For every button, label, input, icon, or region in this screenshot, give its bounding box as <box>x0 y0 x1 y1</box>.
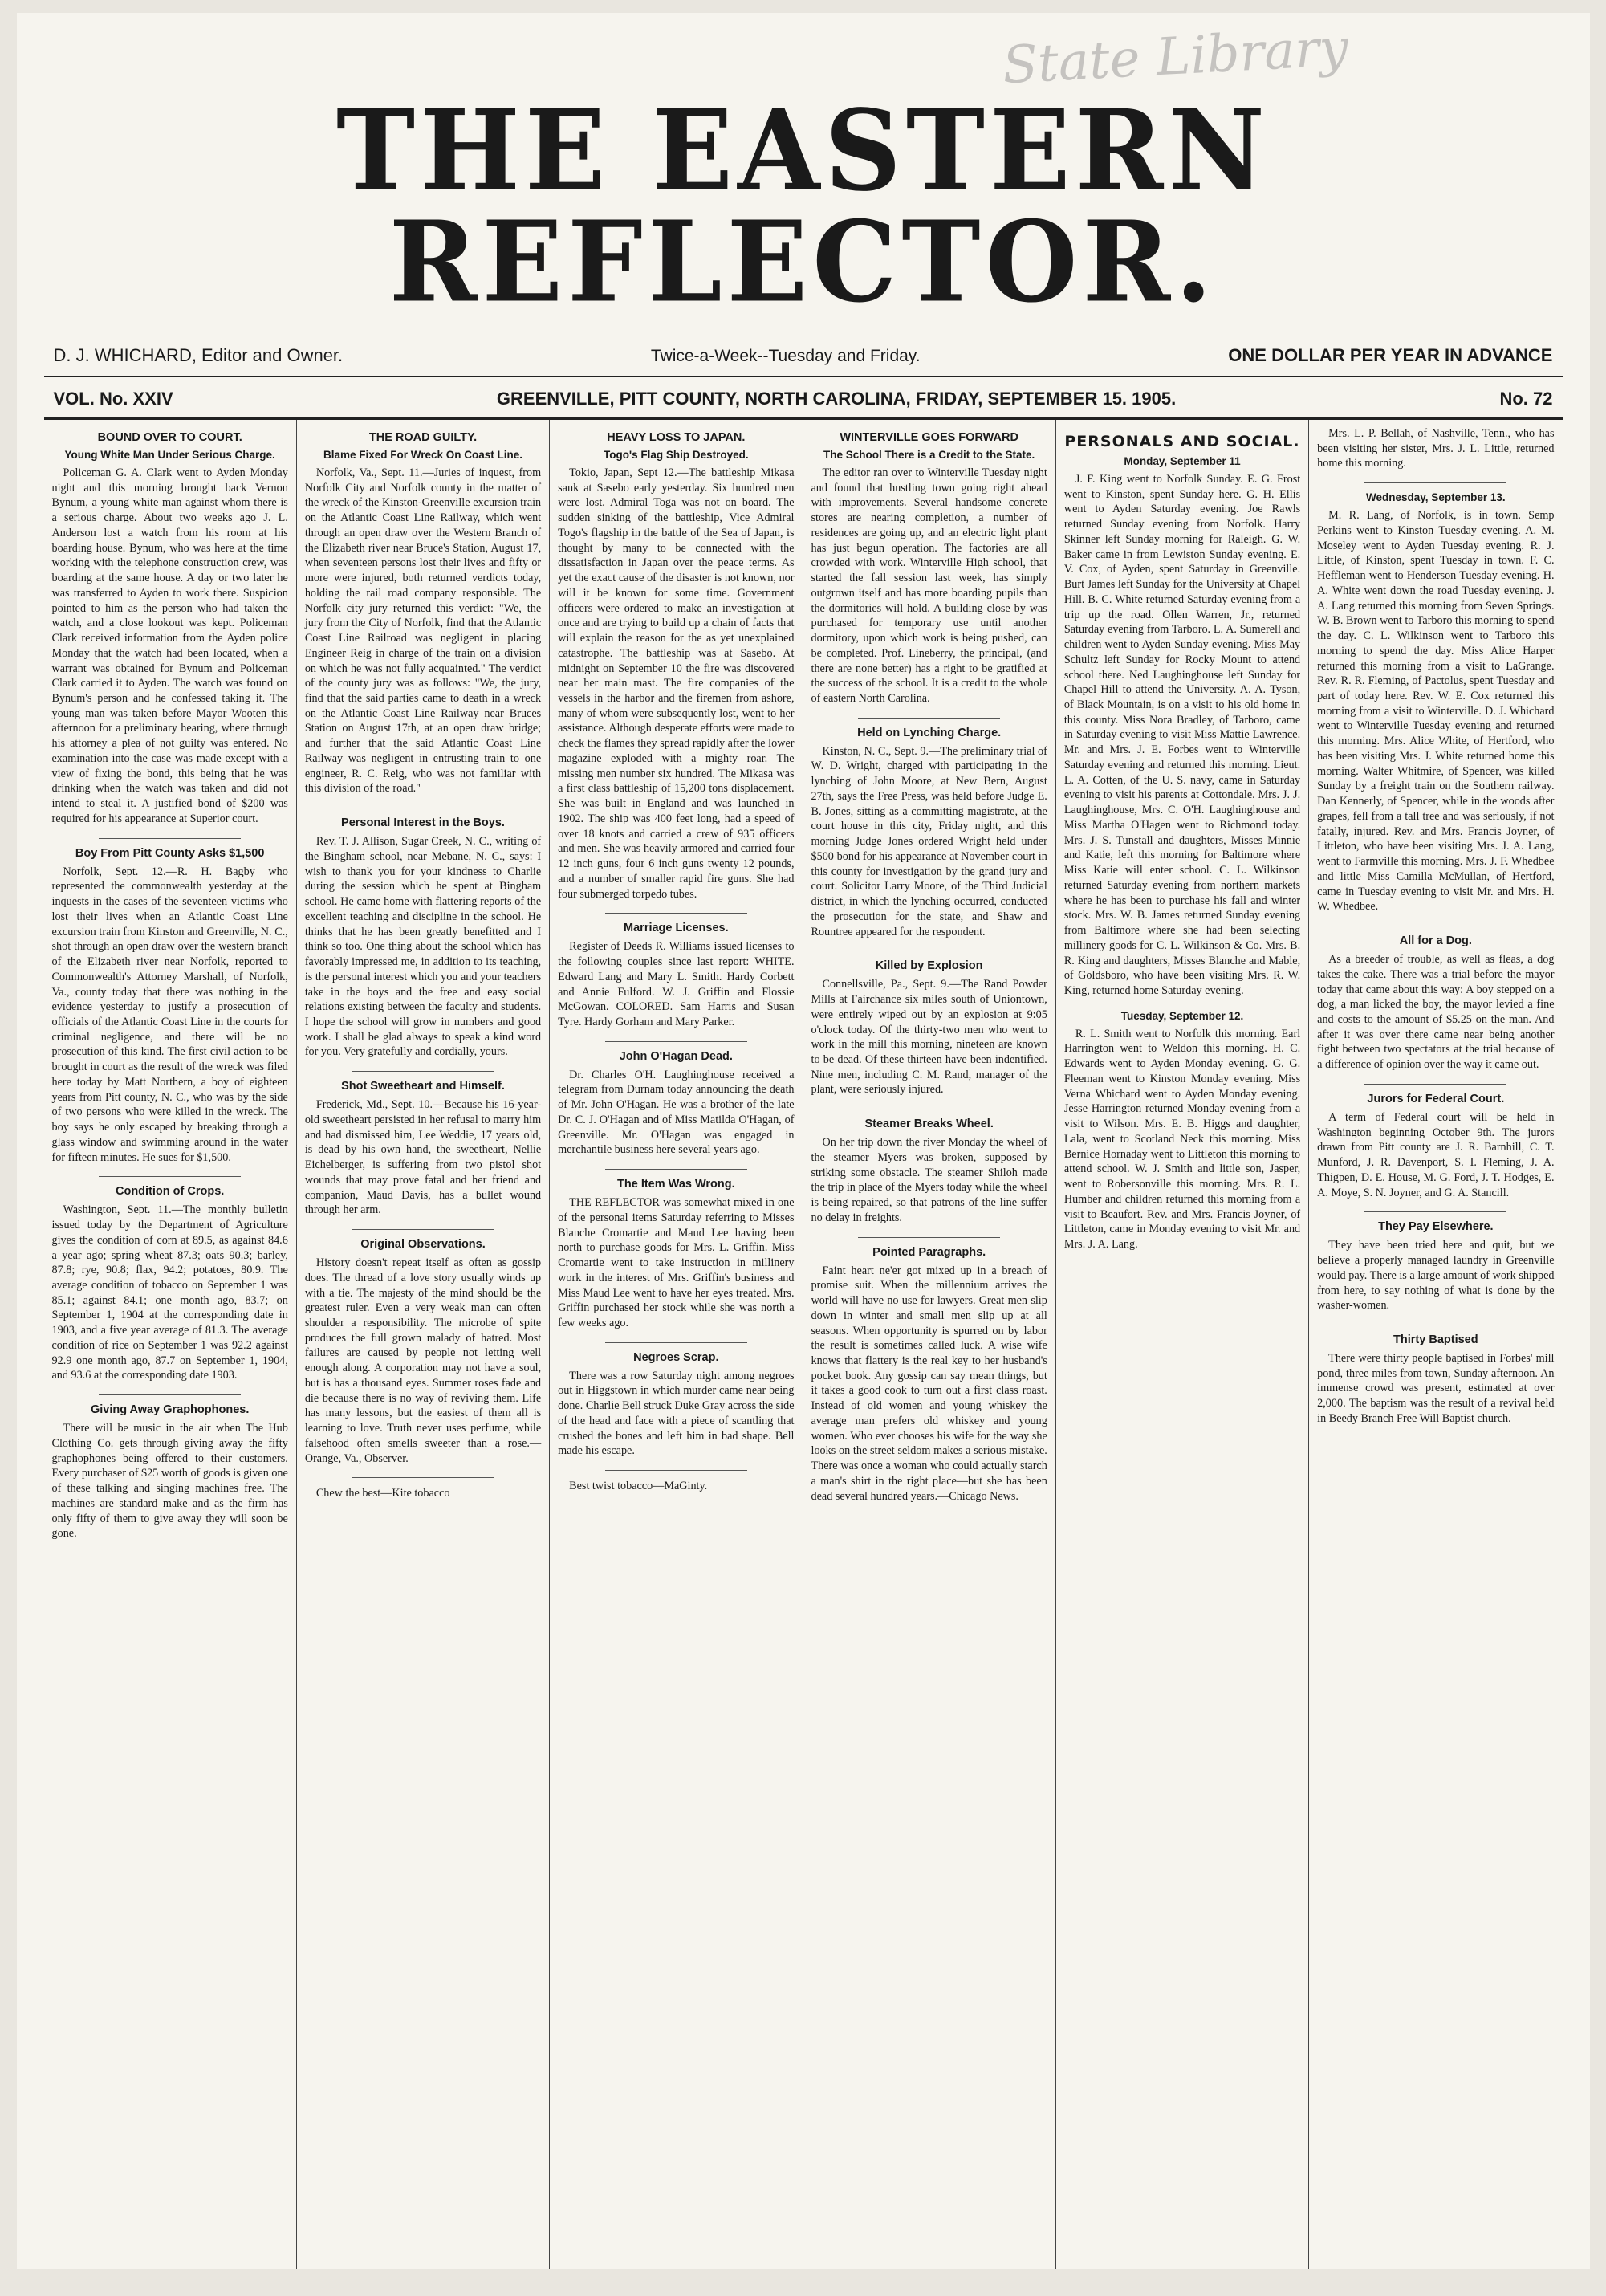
article <box>1317 426 1554 471</box>
article <box>811 1237 1047 1504</box>
article <box>558 1470 794 1494</box>
column-2 <box>297 420 550 2269</box>
article-divider <box>858 1237 1000 1238</box>
article-headline: WINTERVILLE GOES FORWARD <box>840 431 1018 444</box>
article-divider <box>352 1071 494 1072</box>
article-body: J. F. King went to Norfolk Sunday. E. G. Frost went to Kinston, spent Sunday here. G. H. Ellis went to Ayden Saturday evening. Joe Rawls returned Sunday evening from Norfolk. Harry Skinner left Sunday morning for Raleigh. G. W. Baker came in from Lewiston Sunday evening. E. V. Cox, of Ayden, spent Saturday in Greenville. Burt James left Sunday for the University at Chapel Hill. B. C. White returned Saturday evening from a trip up the road. Ollen Warren, Jr., returned Saturday evening from Tarboro. L. A. Sumerell and children went to Ayden Sunday evening. Miss May Schultz left Sunday for Rocky Mount to attend school there. Ned Laughinghouse left Sunday for Chapel Hill to attend the University. A. A. Tyson, of Black Mountain, is on a visit to his old home in this county. Miss Nora Bradley, of Tarboro, came in Saturday evening to visit Miss Mattie Lawrence. Mr. and Mrs. J. E. Forbes went to Winterville Saturday evening and returned this morning. Lieut. L. A. Cotten, of the U. S. navy, came in Saturday evening to visit his parents at Cottondale. Mrs. J. J. Laughinghouse, Mrs. C. O'H. Laughinghouse and Miss Martha O'Hagen went to Richmond today. Mrs. J. S. Tunstall and daughters, Misses Minnie and Katie, left this morning for Baltimore where Miss Katie will enter school. C. L. Wilkinson returned Saturday evening from northern markets where he has been to purchase his fall and winter stock. Mrs. W. B. James returned Sunday evening from Baltimore where she had been selecting millinery goods for C. L. Wilkinson & Co. Mrs. B. R. King and daughters, Misses Blanche and Mable, of Goldsboro, who have been visiting Mrs. R. W. King, returned home Saturday evening. <box>1063 473 1301 997</box>
article-divider <box>99 1394 241 1395</box>
article <box>52 1394 288 1541</box>
issue-number: No. 72 <box>1499 389 1553 409</box>
article <box>52 838 288 1166</box>
library-stamp: State Library <box>1001 18 1351 96</box>
article <box>558 1169 794 1331</box>
article-divider <box>605 1169 747 1170</box>
article-headline: BOUND OVER TO COURT. <box>97 431 242 444</box>
editor-credit: D. J. WHICHARD, Editor and Owner. <box>53 345 344 365</box>
masthead-title: THE EASTERN REFLECTOR. <box>335 85 1271 328</box>
article-headline: Jurors for Federal Court. <box>1367 1092 1505 1105</box>
article <box>305 1229 541 1466</box>
article <box>558 1342 794 1459</box>
article <box>305 808 541 1060</box>
article-subhead: Young White Man Under Serious Charge. <box>64 449 275 461</box>
article-headline: The Item Was Wrong. <box>617 1178 735 1191</box>
article-body: THE REFLECTOR was somewhat mixed in one of the personal items Saturday referring to Misses Blanche Cromartie and Maud Lee having been north to purchase goods for Mrs. L. Griffin. Miss Cromartie went to take instruction in millinery work in the interest of Mrs. Griffin's business and Miss Maud Lee went to have her eyes treated. Mrs. Griffin purchased her stock while she was north a few weeks ago. <box>558 1196 795 1329</box>
article <box>811 431 1047 706</box>
column-3 <box>550 420 803 2269</box>
article <box>305 431 541 796</box>
article <box>558 431 794 902</box>
newspaper-page <box>17 13 1590 2269</box>
article <box>811 1109 1047 1225</box>
article <box>1317 1325 1554 1427</box>
article <box>1317 926 1554 1073</box>
article-subhead: Tuesday, September 12. <box>1120 1009 1244 1022</box>
article <box>558 1041 794 1158</box>
column-4 <box>803 420 1056 2269</box>
article <box>1317 1211 1554 1313</box>
article <box>305 1477 541 1501</box>
article-body: Faint heart ne'er got mixed up in a breach of promise suit. When the millennium arrives the world will have no use for lawyers. Great men slip down in winter and small men slip up at all seasons. When opportunity is spurred on by labor the result is sometimes called luck. A wise wife knows that flattery is the real key to her husband's pocket book. Any gossip can say mean things, but it takes a good cook to turn out a first class roast. Instead of old women and young whiskey the average man prefers old whiskey and young women. Who ever chooses his wife for the way she looks on the street seldom makes a serious mistake. There was once a woman who could actually starch a man's shirt in the right place—but she has been dead several hundred years.—Chicago News. <box>811 1264 1047 1503</box>
article-divider <box>605 1041 747 1042</box>
article-headline: Boy From Pitt County Asks $1,500 <box>75 846 265 860</box>
article-body: History doesn't repeat itself as often as gossip does. The thread of a love story usually winds up with a tie. The majesty of the mind should be the greatest ruler. Even a very weak man can often shoulder a responsibility. The microbe of spite produces the full grown malady of hatred. Most failures are caused by people not letting well enough along. A corporation may not have a soul, but is has a thousand eyes. Summer roses fade and die because there is no way of reviving them. Life has many lessons, but the easiest of them all is learning to love. Truth never uses perfume, while falsehood often smells sweeter than a rose.—Orange, Va., Observer. <box>304 1256 542 1465</box>
article-headline: THE ROAD GUILTY. <box>368 431 478 444</box>
article <box>52 1176 288 1383</box>
article-body: Register of Deeds R. Williams issued licenses to the following couples since last report: WHITE. Edward Lang and Mary L. Smith. Hardy Corbett and Annie Fulford. W. J. Griffin and Flossie McGowan. COLORED. Sam Harris and Susan Tyre. Hardy Gorham and Mary Parker. <box>558 940 795 1028</box>
article-body: Best twist tobacco—MaGinty. <box>569 1480 708 1493</box>
column-5 <box>1056 420 1309 2269</box>
article-headline: They Pay Elsewhere. <box>1378 1220 1494 1234</box>
article-body: The editor ran over to Winterville Tuesday night and found that hustling town going right ahead with improvements. Several handsome concrete stores are nearing completion, a number of residences are going up, and an electric light plant has just begun operation. The factories are all crowded with work. Winterville High school, that started the fall session last week, has simply outgrown itself and has more boarding pupils than the dormitories will hold. A building close by was purchased for temporary use until another dormitory, upon which work is being pushed, can be completed. Prof. Lineberry, the principal, (and there are none better) has a right to be gratified at the success of the school. It is a credit to the whole of eastern North Carolina. <box>811 466 1047 706</box>
article <box>1064 455 1300 999</box>
article <box>1317 482 1554 914</box>
article <box>811 951 1047 1097</box>
article-headline: John O'Hagan Dead. <box>619 1049 733 1063</box>
article-divider <box>858 718 1000 719</box>
subscription-price: ONE DOLLAR PER YEAR IN ADVANCE <box>1228 345 1553 365</box>
article-body: Chew the best—Kite tobacco <box>315 1487 450 1500</box>
article-body: Connellsville, Pa., Sept. 9.—The Rand Powder Mills at Fairchance six miles south of Uniontown, were entirely wiped out by an explosion at 9:05 o'clock today. Of the thirty-two men who went to work in the mill this morning, nineteen are known to be dead. Of these thirteen have been indentified. Nine men, including C. M. Rand, manager of the plant, were seriously injured. <box>811 978 1047 1097</box>
article-headline: Steamer Breaks Wheel. <box>864 1117 994 1131</box>
article-headline: Negroes Scrap. <box>633 1350 719 1364</box>
article-headline: Shot Sweetheart and Himself. <box>341 1080 505 1093</box>
article-body: Tokio, Japan, Sept 12.—The battleship Mikasa sank at Sasebo early yesterday. Six hundred men were lost. Admiral Toga was not on board. The sudden sinking of the battleship, Vice Admiral Togo's flagship in the battle of the Sea of Japan, is thought by many to be connected with the dissatisfaction in Japan over the peace terms. As yet the exact cause of the disaster is not known, nor will it be known for some time. Government officers were ordered to make an investigation at once and are trying to build up a chain of facts that will explain the reason for the as yet unexplained catastrophe. The battleship was at Sasebo. At midnight on September 10 the fire was discovered near her main mast. The fire companies of the vessels in the harbor and the firemen from ashore, many of whom were subsequently lost, went to her assistance. Although desperate efforts were made to check the flames they spread rapidly after the lower magazine exploded with a mighty roar. The missing men number six hundred. The Mikasa was a first class battleship of 15,200 tons displacement. She was built in England and was launched in 1902. The ship was 400 feet long, had a speed of over 18 knots and carried a crew of 935 officers and men. She was heavily armored and carried four 12 inch guns, four 6 inch guns twenty 12 pounds, and a number of smaller rapid fire guns. She had four submerged torpedo tubes. <box>558 466 795 901</box>
article-body: Norfolk, Va., Sept. 11.—Juries of inquest, from Norfolk City and Norfolk county in the matter of the wreck of the Kinston-Greenville excursion train on the Atlantic Coast Line Railway, which went through an open draw over the Western Branch of the Elizabeth river near Bruce's Station, August 17, when seventeen persons lost their lives and fifty or more were injured, both returned verdicts today, holding the rail road company responsible. The Norfolk city jury returned this verdict: "We, the jury from the City of Norfolk, find that the Atlantic Coast Line Railroad was negligent in placing Engineer Reig in charge of the train on a division on which he was not fully acquainted." The verdict of the county jury was as follows: "We, the jury, find that the said parties came to death in a wreck on the Atlantic Coast Line Railway near Bruces Station on August 17th, at an open draw bridge; and further that the said Atlantic Coast Line Railway was negligent in entrusting train to one engineer, R. C. Reig, who was not familiar with this division of the road." <box>304 466 542 796</box>
article-body: They have been tried here and quit, but we believe a properly managed laundry in Greenville would pay. There is a large amount of work shipped from here, to say nothing of what is done by the washer-women. <box>1317 1239 1555 1313</box>
article-body: A term of Federal court will be held in Washington beginning October 9th. The jurors drawn from Pitt county are J. R. Barnhill, C. T. Munford, J. R. Davenport, S. I. Fleming, J. A. Thigpen, D. E. House, M. G. Ford, J. T. Hodges, E. A. Moye, S. N. Joyner, and G. A. Stancill. <box>1317 1110 1555 1199</box>
issue-dateline: GREENVILLE, PITT COUNTY, NORTH CAROLINA, FRIDAY, SEPTEMBER 15. 1905. <box>496 389 1177 409</box>
article-body: R. L. Smith went to Norfolk this morning. Earl Harrington went to Weldon this morning. H. C. Edwards went to Ayden Monday evening. G. G. Fleeman went to Kinston Monday evening. Miss Verna Whichard went to Ayden Monday evening. Jesse Harrington returned Monday evening from a visit to Wilson. Mrs. E. B. Higgs and daughter, Lala, went to Scotland Neck this morning. Miss Bernice Hornaday went to Littleton this morning to attend school. W. J. Smith and little son, Jasper, went to Robersonville this morning. Mrs. R. L. Humber and children returned this morning from a visit to Beaufort. Rev. and Mrs. Francis Joyner, of Littleton, came in Monday evening to visit Mr. and Mrs. J. A. Lang. <box>1063 1027 1301 1251</box>
article-divider <box>605 1342 747 1343</box>
article-body: Mrs. L. P. Bellah, of Nashville, Tenn., who has been visiting her sister, Mrs. J. L. Little, returned home this morning. <box>1317 427 1555 470</box>
article <box>1064 1010 1300 1252</box>
article <box>811 718 1047 940</box>
article-headline: Killed by Explosion <box>875 959 983 973</box>
article-subhead: Monday, September 11 <box>1124 455 1241 467</box>
article-subhead: Blame Fixed For Wreck On Coast Line. <box>323 449 523 461</box>
article-body: On her trip down the river Monday the wheel of the steamer Myers was broken, supposed by striking some obstacle. The steamer Shiloh made the trip in place of the Myers today while the wheel is being repaired, so that patrons of the line suffer no delay in freights. <box>811 1136 1047 1224</box>
article-body: Dr. Charles O'H. Laughinghouse received a telegram from Durnam today announcing the death of Mr. John O'Hagan. He was a brother of the late Dr. C. J. O'Hagan and of Miss Matilda O'Hagan, of Greenville. Mr. O'Hagan was engaged in merchantile business here several years ago. <box>558 1068 795 1157</box>
article <box>1317 1084 1554 1200</box>
volume-number: VOL. No. XXIV <box>53 389 173 409</box>
article <box>52 431 288 827</box>
article-headline: Pointed Paragraphs. <box>872 1245 986 1259</box>
article-body: There was a row Saturday night among negroes out in Higgstown in which murder came near being done. Charlie Bell struck Duke Gray across the side of the head and face with a piece of scantling that crushed the bones and left him in bad shape. Bell made his escape. <box>558 1369 795 1458</box>
article-body: Policeman G. A. Clark went to Ayden Monday night and this morning brought back Vernon Bynum, a young white man against whom there is a serious charge. About two weeks ago J. L. Anderson lost a watch from his room at his boarding house. Bynum, who was here at the time working with the telephone construction crew, was boarding at the same house. A day or two later he was transferred to Ayden to work there. Suspicion pointed to him as the person who had taken the watch, and a close lookout was kept. Policeman Clark received information from the Ayden police Monday that the watch had been located, when a warrant was obtained for Bynum and Policeman Clark carried it to Ayden. The watch was found on Bynum's person and he confessed taking it. The young man was taken before Mayor Wooten this afternoon for a preliminary hearing, where through his attorney a plea of not guilty was entered. No examination into the case was made except with a view of fixing the bond, this being that he was drinking when the watch was taken and did not intend to steal it. A justified bond of $200 was required for his appearance at Superior court. <box>51 466 288 825</box>
article-columns <box>44 420 1563 2269</box>
article-divider <box>605 913 747 914</box>
column-1 <box>44 420 297 2269</box>
article-headline: Condition of Crops. <box>116 1185 225 1199</box>
article-subhead: Wednesday, September 13. <box>1366 491 1506 504</box>
article-headline: Personal Interest in the Boys. <box>341 816 505 830</box>
article-body: There were thirty people baptised in Forbes' mill pond, three miles from town, Sunday afternoon. An immense crowd was present, estimated at over 2,000. The baptism was the result of a revival held in Beedy Branch Free Will Baptist church. <box>1317 1351 1555 1425</box>
dateline-bar <box>44 377 1563 417</box>
article <box>558 913 794 1029</box>
article-headline: Original Observations. <box>360 1238 486 1252</box>
article-subhead: The School There is a Credit to the State. <box>823 449 1035 461</box>
article-headline: HEAVY LOSS TO JAPAN. <box>607 431 746 444</box>
article-body: Washington, Sept. 11.—The monthly bulletin issued today by the Department of Agriculture gives the condition of corn at 89.5, as against 84.6 a year ago; spring wheat 87.3; oats 90.3; barley, 87.8; rye, 90.8; flax, 94.2; potatoes, 80.9. The average condition of tobacco on September 1 was 85.1; against 84.1; one month ago, 83.7; on September 1, 1904 at the corresponding date in 1903, and a five year average of 81.3. The average condition of rice on September 1 was 92.2 against 92.9 one month ago, 87.7 on September 1, 1904, and 93.6 at the corresponding date 1903. <box>51 1203 288 1382</box>
article-headline: Giving Away Graphophones. <box>90 1403 250 1417</box>
article-divider <box>605 1470 747 1471</box>
article-headline: Held on Lynching Charge. <box>857 726 1002 739</box>
article-headline: Thirty Baptised <box>1393 1333 1478 1346</box>
masthead-subline <box>44 345 1563 366</box>
article-body: As a breeder of trouble, as well as fleas, a dog takes the cake. There was a trial before the mayor today that came about this way: A boy stepped on a dog, a man licked the boy, the mayor levied a fine and costs to the amount of $5.25 on the man. And after it was over there came near being another fight between two spectators at the trial because of a difference of opinion over the way it came out. <box>1317 953 1555 1072</box>
article-divider <box>99 1176 241 1177</box>
article-subhead: Togo's Flag Ship Destroyed. <box>603 449 749 461</box>
personals-title: PERSONALS AND SOCIAL. <box>1064 433 1300 450</box>
article-body: M. R. Lang, of Norfolk, is in town. Semp Perkins went to Kinston Tuesday evening. A. M. Moseley went to Ayden Tuesday evening. R. J. Little, of Kinston, spent Tuesday in town. F. C. Heffleman went to Henderson Tuesday evening. H. A. White went down the road Tuesday evening. J. A. Lang returned this morning from Seven Springs. W. B. Brown went to Tarboro this morning to spend the day. C. L. Wilkinson went to Tarboro this morning to spend the day. Miss Alice Harper returned this morning from a visit to LaGrange. Rev. R. R. Fleming, of Pactolus, spent Tuesday and part of today here. Rev. W. E. Cox returned this morning from a visit to Winterville. D. J. Whichard went to Winterville Tuesday evening and returned this morning. Mrs. Alice White, of Hertford, who has been visiting Mrs. J. White returned home this morning. Walter Whitmire, of Spencer, was killed Sunday by a freight train on the Southern railway. Dan Kennerly, of Spencer, while in the woods after grapes, fell from a tall tree and was seriously, if not fatally, injured. Rev. and Mrs. Francis Joyner, of Littleton, who have been visiting Mrs. J. A. Lang, went to Farmville this morning. Mrs. J. F. Whedbee and little Miss Camilla McMullan, of Hertford, came in Tuesday evening to visit Mr. and Mrs. H. W. Whedbee. <box>1317 509 1555 914</box>
publication-frequency: Twice-a-Week--Tuesday and Friday. <box>650 347 921 365</box>
article <box>305 1071 541 1218</box>
article-body: Frederick, Md., Sept. 10.—Because his 16-year-old sweetheart persisted in her refusal to marry him and had dismissed him, Lee Weddie, 17 years old, is dead by his own hand, the sweetheart, Nellie Eichelberger, is suffering from two pistol shot wounds that may prove fatal and her friend and companion, Maud Davis, has a bullet wound through her arm. <box>304 1098 542 1217</box>
article-divider <box>352 1477 494 1478</box>
article-divider <box>1364 1211 1506 1212</box>
article-body: Kinston, N. C., Sept. 9.—The preliminary trial of W. D. Wright, charged with participating in the lynching of John Moore, at New Bern, August 27th, says the Free Press, was held before Judge E. B. Jones, sitting as a committing magistrate, at the court house in this city, Friday night, and this morning Judge Jones ordered Wright held under $500 bond for his appearance at November court in this county for investigation by the grand jury and court. Solicitor Larry Moore, of the Third Judicial district, in which the lynching occurred, conducted the prosecution for the state, and Shaw and Rountree appeared for the respondent. <box>811 744 1047 938</box>
article-divider <box>99 838 241 839</box>
article-headline: Marriage Licenses. <box>624 922 729 935</box>
article-divider <box>1364 1084 1506 1085</box>
article-body: Rev. T. J. Allison, Sugar Creek, N. C., writing of the Bingham school, near Mebane, N. C., says: I wish to thank you for your kindness to Charlie during the session which he spent at Bingham school. He came home with flattering reports of the excellent teaching and discipline in the school. He thinks that he has been greatly benefitted and I think so too. One thing about the school which has favorably impressed me, in addition to its teaching, is the personal interest which you and your teachers take in the boys and the free and easy social relations existing between the faculty and students. I hope the school will grow in numbers and good work. I shall be glad always to speak a kind word for you. Very gratefully and cordially, yours. <box>304 835 542 1059</box>
article-divider <box>352 1229 494 1230</box>
column-6 <box>1309 420 1562 2269</box>
article-headline: All for a Dog. <box>1399 934 1472 948</box>
article-body: Norfolk, Sept. 12.—R. H. Bagby who represented the commonwealth yesterday at the inquests in the cases of the seventeen victims who lost their lives when an Atlantic Coast Line excursion train from Kinston and Greenville, N. C., shot through an open draw over the western branch of the Elizabeth river near Norfolk, reported to Commonwealth's Attorney Marshall, of Norfolk, Va., county today that there was nothing in the evidence yesterday to justify a prosecution of officials of the Atlantic Coast Line in the courts for criminal negligence, and there will be no prosecution of this kind. The first civil action to be brought in court as the result of the wreck was filed here today by Matt Northern, a boy of eighteen years from Pitt county, N. C., who was by the side of two persons who were killed in the wreck. The boy says he only escaped by breaking through a glass window and swimming around in the water for fifteen minutes. He sues for $1,500. <box>51 865 288 1164</box>
article-divider <box>1364 482 1506 483</box>
article-body: There will be music in the air when The Hub Clothing Co. gets through giving away the fifty graphophones being offered to their customers. Every purchaser of $25 worth of goods is given one of these talking and singing machines free. The machines are standard make and as the firm has only fifty of them to give away they will soon be gone. <box>51 1422 288 1541</box>
